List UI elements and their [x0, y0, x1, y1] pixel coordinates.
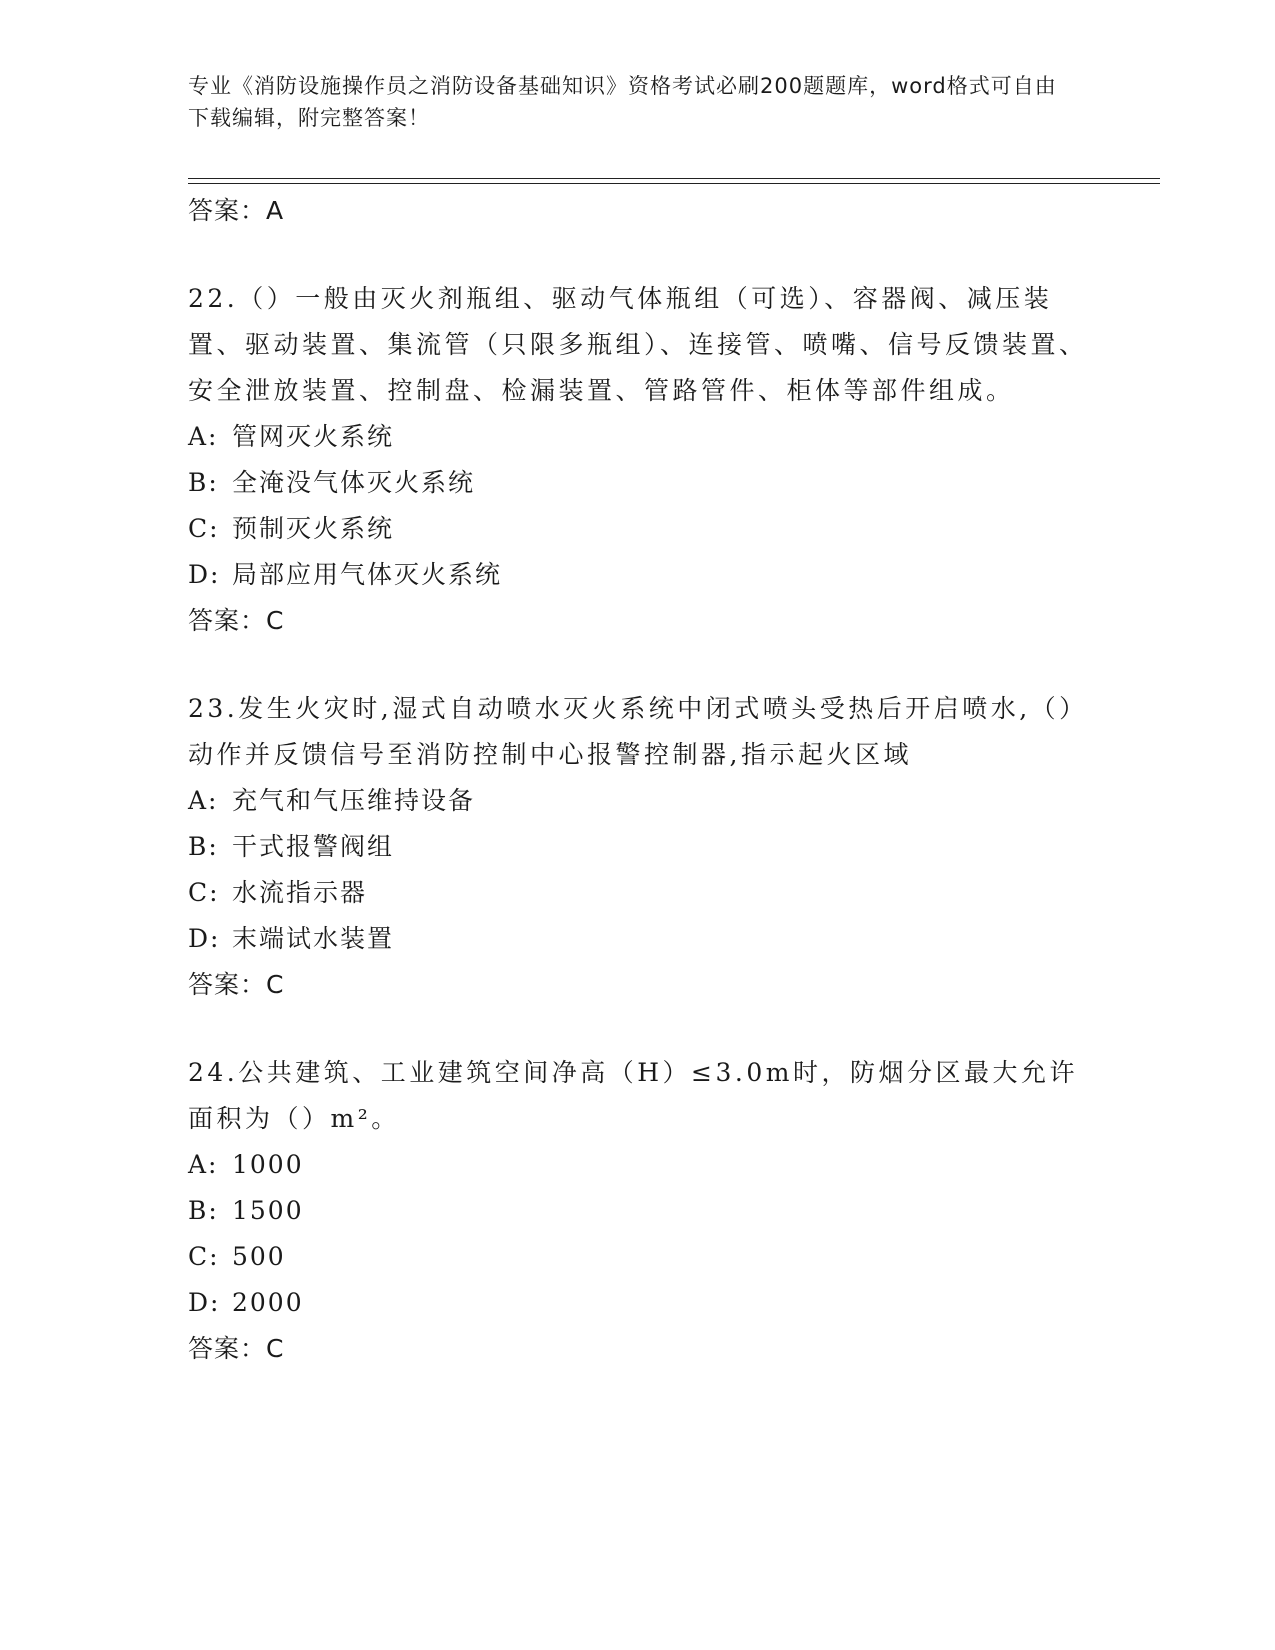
option-letter: B: — [188, 468, 219, 497]
option-text: 末端试水装置 — [232, 924, 395, 953]
option-d — [188, 916, 1088, 962]
option-a — [188, 414, 1088, 460]
previous-answer: 答案：A — [188, 196, 285, 225]
option-a — [188, 778, 1088, 824]
option-letter: D: — [188, 560, 221, 589]
question-23 — [188, 686, 1088, 1008]
option-letter: A: — [188, 1150, 219, 1179]
document-title: 专业《消防设施操作员之消防设备基础知识》资格考试必刷200题题库，word格式可自由下载编辑，附完整答案！ — [188, 74, 1057, 130]
answer: 答案：C — [188, 1334, 285, 1363]
option-text: 2000 — [232, 1288, 304, 1317]
option-letter: B: — [188, 1196, 219, 1225]
option-b — [188, 824, 1088, 870]
option-c — [188, 1234, 1088, 1280]
option-text: 预制灭火系统 — [232, 514, 395, 543]
option-letter: D: — [188, 1288, 221, 1317]
option-c — [188, 506, 1088, 552]
option-letter: C: — [188, 514, 220, 543]
option-text: 1000 — [232, 1150, 304, 1179]
option-b — [188, 1188, 1088, 1234]
question-text: 23.发生火灾时,湿式自动喷水灭火系统中闭式喷头受热后开启喷水,（）动作并反馈信号至消防控制中心报警控制器,指示起火区域 — [188, 694, 1088, 769]
option-d — [188, 552, 1088, 598]
question-22 — [188, 276, 1088, 644]
option-text: 局部应用气体灭火系统 — [232, 560, 503, 589]
header-divider — [188, 178, 1160, 184]
option-letter: B: — [188, 832, 219, 861]
question-24 — [188, 1050, 1088, 1372]
answer: 答案：C — [188, 970, 285, 999]
question-list — [188, 188, 1088, 1372]
option-c — [188, 870, 1088, 916]
option-letter: A: — [188, 786, 219, 815]
option-text: 管网灭火系统 — [232, 422, 395, 451]
option-b — [188, 460, 1088, 506]
page-header — [188, 70, 1068, 134]
answer: 答案：C — [188, 606, 285, 635]
question-text: 22.（）一般由灭火剂瓶组、驱动气体瓶组（可选）、容器阀、减压装置、驱动装置、集流管（只限多瓶组）、连接管、喷嘴、信号反馈装置、安全泄放装置、控制盘、检漏装置、管路管件、柜体等部件组成。 — [188, 284, 1088, 405]
option-d — [188, 1280, 1088, 1326]
option-text: 500 — [232, 1242, 286, 1271]
question-text: 24.公共建筑、工业建筑空间净高（H）≤3.0m时，防烟分区最大允许面积为（）m²。 — [188, 1058, 1078, 1133]
option-text: 干式报警阀组 — [232, 832, 395, 861]
option-text: 全淹没气体灭火系统 — [232, 468, 476, 497]
option-text: 充气和气压维持设备 — [232, 786, 476, 815]
option-letter: C: — [188, 878, 220, 907]
option-letter: C: — [188, 1242, 220, 1271]
option-a — [188, 1142, 1088, 1188]
option-letter: A: — [188, 422, 219, 451]
option-text: 水流指示器 — [232, 878, 368, 907]
option-text: 1500 — [232, 1196, 304, 1225]
option-letter: D: — [188, 924, 221, 953]
